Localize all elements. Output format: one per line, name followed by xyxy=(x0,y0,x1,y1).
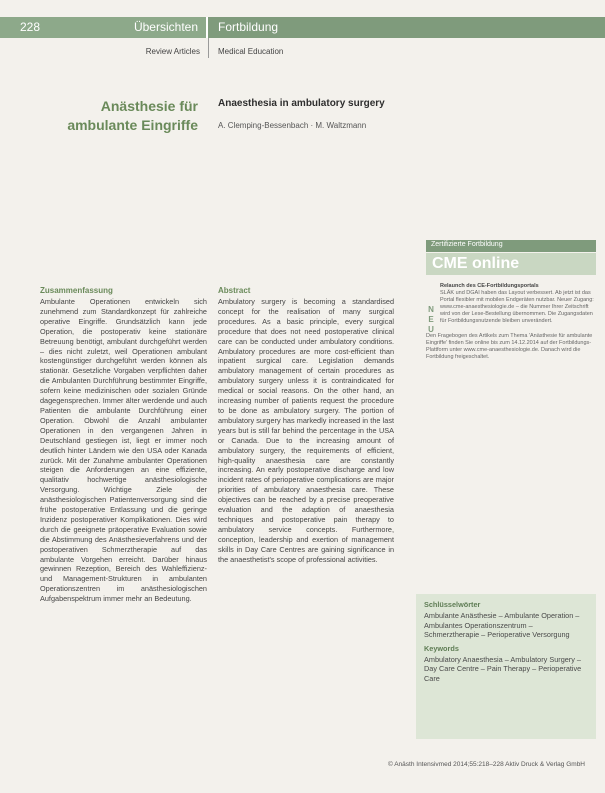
section-label-right: Fortbildung xyxy=(218,20,279,34)
keywords-en-heading: Keywords xyxy=(424,643,459,653)
keywords-de-text: Ambulante Anästhesie – Ambulante Operation – Ambulantes Operationszentrum – Schmerztherapie – Perioperative Versorgung xyxy=(424,611,580,640)
cme-info-box xyxy=(426,283,596,361)
page-footer: © Anästh Intensivmed 2014;55:218–228 Aktiv Druck & Verlag GmbH xyxy=(387,761,585,768)
keywords-box xyxy=(416,594,596,739)
abstract-heading: Abstract xyxy=(218,286,251,295)
cme-info-heading: Relaunch des CE-Fortbildungsportals xyxy=(440,283,539,289)
keywords-en-text: Ambulatory Anaesthesia – Ambulatory Surgery – Day Care Centre – Pain Therapy – Perioperative Care xyxy=(424,654,582,683)
section-label-left: Übersichten xyxy=(133,20,198,34)
subheader-right: Medical Education xyxy=(218,47,284,56)
header-left-tab xyxy=(0,17,208,38)
cme-info-text xyxy=(440,283,596,325)
cme-new-label: N E U xyxy=(428,305,434,334)
zusammenfassung-text: Ambulante Operationen entwickeln sich zunehmend zum Standardkonzept für zahlreiche operative Eingriffe. Grundsätzlich kann jede Operation, die postoperativ keine stationäre Betreuung benötigt, ambulant durchgeführt werden – dies nicht zuletzt, weil Operationen ambulant kostengünstiger durchgeführt werden können als stationär. Gesetzliche Vorgaben verpflichten daher die Ambulanten Durchführung bestimmter Eingriffe, sofern keine medizinischen oder sozialen Gründe dagegensprechen. Immer älter werdende und auch Patienten die ambulante Durchführung einer Operation. Obwohl die Anzahl ambulanter Operationen in den vergangenen Jahren in Deutschland gestiegen ist, liegt er immer noch deutlich hinter Ländern wie den USA oder Kanada zurück. Mit der Zunahme ambulanter Operationen steigen die Anforderungen an eine effiziente, qualitativ hochwertige anästhesiologische Versorgung. Wichtige Ziele der anästhesiologischen Patientenversorgung sind die frühe postoperative Entlassung und die geringe Inzidenz postoperativer Komplikationen. Dies wird durch die geeignete präoperative Evaluation sowie die Abstimmung des Anästhesieverfahrens und der postoperativen Schmerztherapie auf das ambulante Vorgehen erreicht. Darüber hinaus gewinnen Rezeption, Bereich des Wahleffizienz- und Management-Strukturen in ambulanten Operationszentren im anästhesiologischen Aufgabenspektrum immer mehr an Bedeutung. xyxy=(40,297,207,604)
page-number: 228 xyxy=(20,20,41,34)
subheader-left: Review Articles xyxy=(145,47,200,56)
article-title-english: Anaesthesia in ambulatory surgery xyxy=(218,98,385,109)
article-authors: A. Clemping-Bessenbach · M. Waltzmann xyxy=(218,121,367,130)
zusammenfassung-heading: Zusammenfassung xyxy=(40,286,113,295)
cme-online-banner: CME online xyxy=(426,253,596,275)
cme-info-body: SLÄK und DGAI haben das Layout verbessert. Ab jetzt ist das Portal flexibler mit mobilen Endgeräten nutzbar. Neuer Zugang: www.cme-anaesthesiologie.de – die Nummer Ihrer Zeitschrift wird von der Lese-Bestellung übernommen. Die Zugangsdaten für Fortbildungsnutzende bleiben unverändert. xyxy=(440,290,594,324)
cme-info-text-2: Den Fragebogen des Artikels zum Thema 'Anästhesie für ambulante Eingriffe' finden Sie online bis zum 14.12.2014 auf der Fortbildungs-Plattform unter www.cme-anaesthesiologie.de. Danach wird die Fortbildung freigeschaltet. xyxy=(426,333,593,360)
keywords-de-heading: Schlüsselwörter xyxy=(424,600,481,609)
header-divider xyxy=(208,38,209,58)
cme-tag: Zertifizierte Fortbildung xyxy=(426,240,596,252)
header-band xyxy=(0,17,605,38)
article-title-german: Anästhesie für ambulante Eingriffe xyxy=(67,98,198,133)
abstract-text: Ambulatory surgery is becoming a standardised concept for the realisation of many surgical procedures. As a basic principle, every surgical procedure that does not need postoperative clinical care can be conducted under ambulatory conditions. Ambulatory procedures are more cost-efficient than inpatient surgical care. Legislation demands ambulatory management of certain procedures as ambulatory surgery unless it is contraindicated for medical or social reasons. On the other hand, an increasing number of patients request the procedure to be done as ambulatory surgery. The portion of ambulatory surgery has markedly increased in the last years but is still far behind the percentage in the USA or Canada. Due to the increasing amount of ambulatory surgery, the requirements of efficient, high-quality anaesthesia care are constantly increasing. An early postoperative discharge and low incident rates of perioperative complications are major priorities of ambulatory anaesthesia care. These objectives can be reached by a precise preoperative evaluation and the adaption of anaesthesia techniques and postoperative pain therapy to ambulatory service concepts. Furthermore, conception, leadership and exertion of management skills in Day Care Centres are gaining significance in the anaesthetist's scope of professional activities. xyxy=(218,297,394,564)
